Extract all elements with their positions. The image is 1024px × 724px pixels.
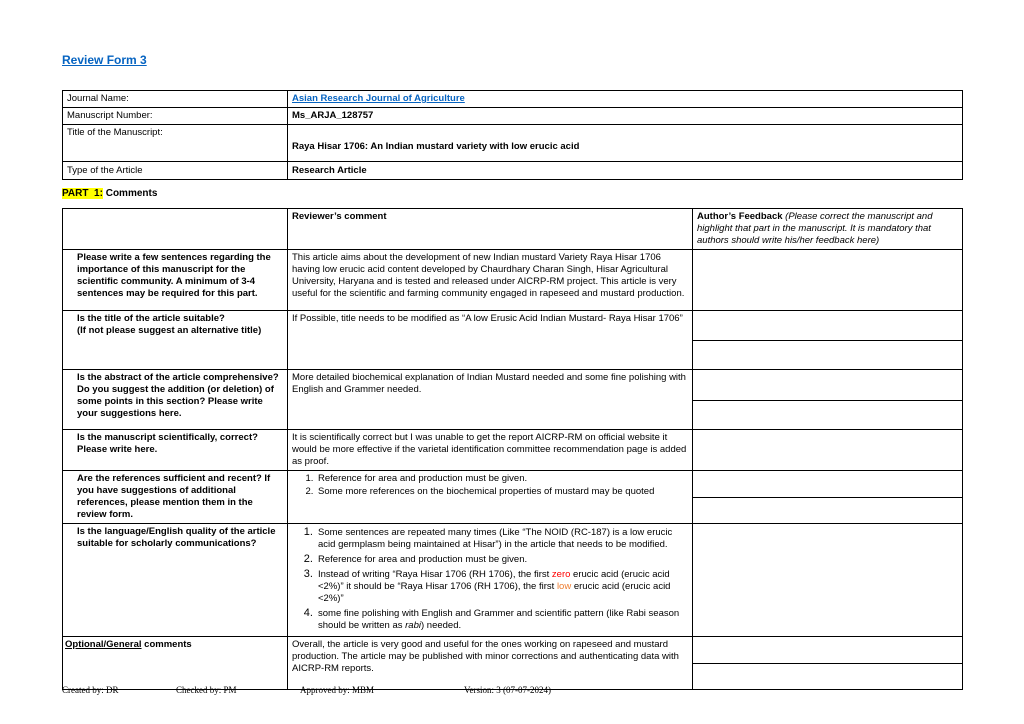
manuscript-number-value: Ms_ARJA_128757 <box>288 108 963 125</box>
row-abstract <box>63 370 963 430</box>
comment-title-suitable: If Possible, title needs to be modified as “A low Erusic Acid Indian Mustard- Raya Hisar 1706” <box>288 311 693 370</box>
feedback-cell-divider <box>693 497 962 498</box>
colored-word-low: low <box>556 581 572 592</box>
journal-name-link[interactable]: Asian Research Journal of Agriculture <box>292 93 465 104</box>
text-segment: some fine polishing with English and Grammer and scientific pattern (like Rabi season should be written as <box>318 608 680 631</box>
italic-word-rabi: rabi <box>405 620 421 631</box>
manuscript-title-value: Raya Hisar 1706: An Indian mustard variety with low erucic acid <box>288 125 963 162</box>
comment-language <box>288 524 693 637</box>
question-title-line1: Is the title of the article suitable? <box>77 313 225 324</box>
question-language: Is the language/English quality of the article suitable for scholarly communications? <box>63 524 288 637</box>
row-importance <box>63 250 963 311</box>
row-language <box>63 524 963 637</box>
author-feedback-header-note: (Please correct the manuscript and highlight that part in the manuscript. It is mandatory that authors should write his/her feedback here) <box>697 211 933 246</box>
journal-name-label: Journal Name: <box>63 91 288 108</box>
question-abstract: Is the abstract of the article comprehensive? Do you suggest the addition (or deletion) of some points in this section? Please write your suggestions here. <box>63 370 288 430</box>
doc-title-link[interactable]: Review Form 3 <box>62 53 147 67</box>
text-segment: Instead of writing “Raya Hisar 1706 (RH 1706), the first <box>318 569 552 580</box>
comment-scientific: It is scientifically correct but I was unable to get the report AICRP-RM on official website it would be more effective if the varietal identification committee recommendation page is added as proof. <box>288 430 693 471</box>
comment-optional: Overall, the article is very good and useful for the ones working on rapeseed and mustard production. The article may be published with minor corrections and authenticating data with AICRP-RM reports. <box>288 637 693 690</box>
row-optional <box>63 637 963 690</box>
row-scientific <box>63 430 963 471</box>
header-empty-cell <box>63 209 288 250</box>
question-title-suitable <box>63 311 288 370</box>
article-type-value: Research Article <box>288 162 963 180</box>
list-item <box>316 568 688 605</box>
info-row-article-type <box>63 162 963 180</box>
feedback-cell-importance[interactable] <box>693 250 963 311</box>
feedback-cell-divider <box>693 663 962 664</box>
info-row-title <box>63 125 963 162</box>
author-feedback-header <box>693 209 963 250</box>
footer-version: Version: 3 (07-07-2024) <box>464 685 551 695</box>
feedback-cell-abstract[interactable] <box>693 370 963 430</box>
journal-info-table <box>62 90 963 180</box>
list-item: 1. Reference for area and production must be given. <box>316 473 688 485</box>
feedback-cell-divider <box>693 340 962 341</box>
feedback-cell-language[interactable] <box>693 524 963 637</box>
list-item: 2. Reference for area and production must be given. <box>316 553 688 566</box>
references-comment-list <box>292 473 688 498</box>
author-feedback-header-bold: Author’s Feedback <box>697 211 786 222</box>
optional-label-rest: comments <box>141 639 192 650</box>
row-title-suitable <box>63 311 963 370</box>
feedback-cell-optional[interactable] <box>693 637 963 690</box>
language-comment-list <box>292 526 688 632</box>
question-importance: Please write a few sentences regarding the importance of this manuscript for the scientific community. A minimum of 3-4 sentences may be required for this part. <box>63 250 288 311</box>
text-segment: ) needed. <box>420 620 462 631</box>
part-1-highlight: PART 1: <box>62 188 103 199</box>
question-scientific: Is the manuscript scientifically, correct? Please write here. <box>63 430 288 471</box>
footer-created-by: Created by: DR <box>62 685 119 695</box>
article-type-label: Type of the Article <box>63 162 288 180</box>
question-references: Are the references sufficient and recent? If you have suggestions of additional references, please mention them in the review form. <box>63 471 288 524</box>
list-item: 1. Some sentences are repeated many times (Like “The NOID (RC-187) is a low erucic acid germplasm being maintained at Hisar”) in the article that needs to be modified. <box>316 526 688 551</box>
question-optional <box>63 637 288 690</box>
comment-abstract: More detailed biochemical explanation of Indian Mustard needed and some fine polishing with English and Grammer needed. <box>288 370 693 430</box>
reviewer-comment-header <box>288 209 693 250</box>
feedback-cell-title-suitable[interactable] <box>693 311 963 370</box>
part-1-heading <box>62 188 157 199</box>
list-item: 2. Some more references on the biochemical properties of mustard may be quoted <box>316 486 688 498</box>
footer-approved-by: Approved by: MBM <box>300 685 374 695</box>
reviewer-comment-header-text: Reviewer’s comment <box>292 211 387 222</box>
feedback-cell-divider <box>693 400 962 401</box>
question-title-line2: (If not please suggest an alternative title) <box>77 325 262 336</box>
comments-header-row <box>63 209 963 250</box>
footer-checked-by: Checked by: PM <box>176 685 237 695</box>
colored-word-zero: zero <box>551 569 571 580</box>
text-segment: erucic acid (erucic acid <2%)” it should be “Raya Hisar 1706 (RH 1706), the first <box>318 569 670 592</box>
optional-label-underlined: Optional/General <box>65 639 142 650</box>
info-row-manuscript-number <box>63 108 963 125</box>
comments-table <box>62 208 963 690</box>
manuscript-number-label: Manuscript Number: <box>63 108 288 125</box>
row-references <box>63 471 963 524</box>
manuscript-title-label: Title of the Manuscript: <box>63 125 288 162</box>
list-item <box>316 607 688 632</box>
text-segment: erucic acid (erucic acid <2%)” <box>318 581 671 604</box>
feedback-cell-scientific[interactable] <box>693 430 963 471</box>
info-row-journal <box>63 91 963 108</box>
comment-importance: This article aims about the development of new Indian mustard Variety Raya Hisar 1706 having low erucic acid content developed by Chaurdhary Charan Singh, Hisar Agricultural University, Haryana and is tested and released under AICRP-RM project. This article is very useful for the scientific and farming community engaged in rapeseed and mustard production. <box>288 250 693 311</box>
part-1-rest: Comments <box>102 188 158 199</box>
comment-references <box>288 471 693 524</box>
feedback-cell-references[interactable] <box>693 471 963 524</box>
